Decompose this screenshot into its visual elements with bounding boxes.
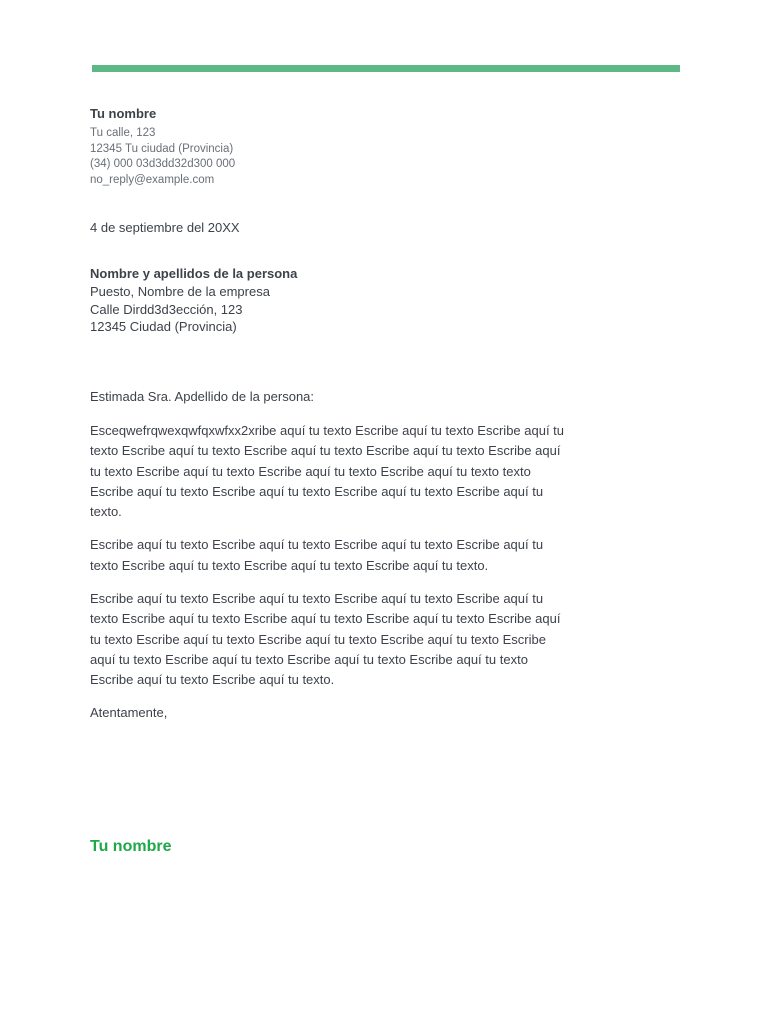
letter-body <box>90 421 565 704</box>
sender-name: Tu nombre <box>90 106 157 121</box>
body-paragraph: Escribe aquí tu texto Escribe aquí tu texto Escribe aquí tu texto Escribe aquí tu texto Escribe aquí tu texto Escribe aquí tu texto Escribe aquí tu texto Escribe aquí tu texto Escribe aquí tu texto Escribe aquí tu texto Escribe aquí tu texto Escribe aquí tu texto Escribe aquí tu texto Escribe aquí tu texto Escribe aquí tu texto Escribe aquí tu texto Escribe aquí tu texto. <box>90 591 561 688</box>
letter-date: 4 de septiembre del 20XX <box>90 220 240 235</box>
recipient-position: Puesto, Nombre de la empresa <box>90 284 270 299</box>
recipient-name: Nombre y apellidos de la persona <box>90 266 298 281</box>
signature-name: Tu nombre <box>90 838 172 855</box>
recipient-street: Calle Dirdd3d3ección, 123 <box>90 301 243 317</box>
sender-block <box>90 105 610 188</box>
sender-street: Tu calle, 123 <box>90 127 156 139</box>
body-paragraph: Escribe aquí tu texto Escribe aquí tu texto Escribe aquí tu texto Escribe aquí tu texto Escribe aquí tu texto Escribe aquí tu texto Escribe aquí tu texto. <box>90 537 544 573</box>
sender-phone: (34) 000 03d3dd32d300 000 <box>90 158 236 171</box>
closing: Atentamente, <box>90 705 168 720</box>
salutation: Estimada Sra. Apdellido de la persona: <box>90 389 315 404</box>
body-paragraph: Esceqwefrqwexqwfqxwfxx2xribe aquí tu texto Escribe aquí tu texto Escribe aquí tu texto Escribe aquí tu texto Escribe aquí tu texto Escribe aquí tu texto Escribe aquí tu texto Escribe aquí tu texto Escribe aquí tu texto Escribe aquí tu texto texto Escribe aquí tu texto Escribe aquí tu texto Escribe aquí tu texto Escribe aquí tu texto. <box>90 423 565 520</box>
sender-city: 12345 Tu ciudad (Provincia) <box>90 142 234 155</box>
accent-bar <box>92 65 680 72</box>
recipient-city: 12345 Ciudad (Provincia) <box>90 319 237 335</box>
sender-email: no_reply@example.com <box>90 173 215 186</box>
recipient-block <box>90 264 610 336</box>
